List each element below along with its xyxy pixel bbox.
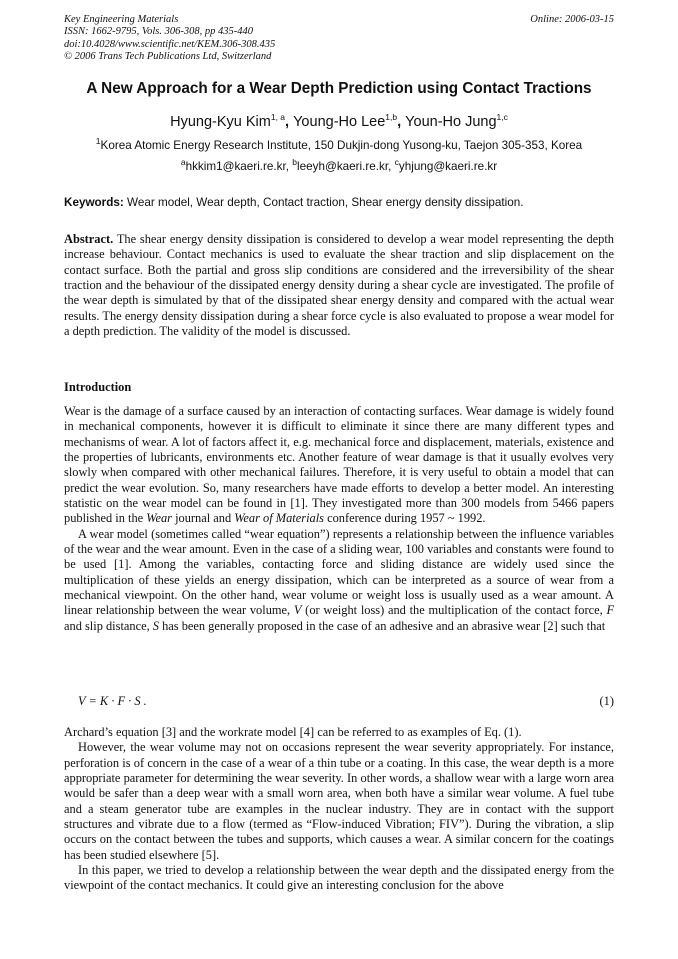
abstract: [64, 232, 614, 339]
italic-run: S: [152, 618, 159, 633]
body-text: [64, 725, 614, 894]
paragraph: [64, 404, 614, 527]
email-link[interactable]: yhjung@kaeri.re.kr: [398, 160, 498, 173]
author-superscript: 1, a: [270, 112, 286, 123]
affiliation-text: Korea Atomic Energy Research Institute, 150 Dukjin-dong Yusong-ku, Taejon 305-353, Korea: [100, 139, 583, 152]
author-name: Hyung-Kyu Kim: [170, 114, 271, 130]
affiliation: [64, 136, 614, 152]
journal-name: Key Engineering Materials: [64, 14, 179, 25]
author-list: [64, 114, 614, 130]
text-run: and slip distance,: [64, 618, 153, 633]
italic-run: V: [293, 603, 302, 618]
text-run: Wear is the damage of a surface caused by an interaction of contacting surfaces. Wear damage is widely found in mechanical components, however it is difficult to eliminate it since there are many different types and mechanisms of wear. A lot of factors affect it, e.g. mechanical force and displacement, materials, existence and the properties of lubricants, environments etc. Another feature of wear damage is that it usually evolves very slowly when compared with other mechanical failures. Therefore, it is very useful to obtain a model that can predict the wear evolution. So, many researchers have made efforts to develop a better model. An interesting statistic on the wear model can be found in [1]. They investigated more than 300 models from 5466 papers published in the: [64, 404, 614, 526]
author-separator: ,: [397, 114, 406, 130]
paragraph: However, the wear volume may not on occasions represent the wear severity appropriately. For instance, perforation is of concern in the case of a wear of a thin tube or a coating. In this case, the wear depth is a more appropriate parameter for determining the wear severity. In other words, a shallow wear with a large worn area would be safer than a deep wear with a small worn area, when both have a similar wear volume. A fuel tube and a steam generator tube are examples in the nuclear industry. They are in contact with the support structures and vibrate due to a flow (termed as “Flow-induced Vibration; FIV”). During the vibration, a slip occurs on the contact between the tubes and supports, which causes a wear. A similar concern for the coatings has been studied elsewhere [5].: [64, 740, 614, 862]
author-separator: ,: [285, 114, 294, 130]
email-superscript: a: [180, 157, 186, 168]
equation-expression: V = K · F · S .: [78, 694, 147, 708]
text-run: journal and: [171, 511, 235, 526]
author-superscript: 1,b: [385, 112, 398, 123]
paper-title: A New Approach for a Wear Depth Prediction using Contact Tractions: [86, 80, 592, 97]
keywords: [64, 196, 614, 209]
journal-header: [64, 14, 275, 63]
keywords-label: Keywords:: [64, 196, 124, 209]
issn-line: ISSN: 1662-9795, Vols. 306-308, pp 435-440: [64, 26, 253, 38]
author-name: Youn-Ho Jung: [405, 114, 497, 130]
email-link[interactable]: leeyh@kaeri.re.kr,: [297, 160, 395, 173]
italic-run: F: [606, 603, 615, 618]
affiliation-superscript: 1: [95, 136, 101, 147]
abstract-label: Abstract.: [64, 232, 114, 246]
online-date: Online: 2006-03-15: [530, 14, 614, 25]
equation-number: (1): [599, 694, 614, 708]
keywords-text: Wear model, Wear depth, Contact traction, Shear energy density dissipation.: [123, 196, 524, 209]
doi-line: doi:10.4028/www.scientific.net/KEM.306-308.435: [64, 38, 276, 50]
copyright-line: © 2006 Trans Tech Publications Ltd, Switzerland: [64, 50, 272, 62]
paragraph: [64, 527, 614, 634]
author-superscript: 1,c: [496, 112, 508, 123]
text-run: has been generally proposed in the case of an adhesive and an abrasive wear [2] such that: [158, 618, 606, 633]
author-emails: [64, 157, 614, 173]
email-superscript: c: [394, 157, 399, 168]
paragraph: In this paper, we tried to develop a relationship between the wear depth and the dissipated energy from the viewpoint of the contact mechanics. It could give an interesting conclusion for the above: [64, 863, 614, 893]
introduction-section: [64, 404, 614, 634]
email-link[interactable]: hkkim1@kaeri.re.kr,: [185, 160, 293, 173]
text-run: (or weight loss) and the multiplication of the contact force,: [301, 603, 607, 618]
section-heading: Introduction: [64, 380, 132, 394]
italic-run: Wear of Materials: [234, 511, 324, 526]
paragraph: Archard’s equation [3] and the workrate model [4] can be referred to as examples of Eq. (1).: [64, 725, 522, 739]
author-name: Young-Ho Lee: [293, 114, 386, 130]
abstract-text: The shear energy density dissipation is considered to develop a wear model representing the depth increase behaviour. Contact mechanics is used to evaluate the shear traction and slip displacement on the contact surface. Both the partial and gross slip conditions are considered and the irreversibility of the shear traction and the behaviour of the dissipated energy density during a shear cycle are investigated. The profile of the wear depth is simulated by that of the dissipated shear energy density and compared with the actual wear results. The energy density dissipation during a shear force cycle is also evaluated to propose a wear model for a depth prediction. The validity of the model is discussed.: [64, 232, 614, 339]
italic-run: Wear: [146, 511, 172, 526]
text-run: A wear model (sometimes called “wear equation”) represents a relationship between the influence variables of the wear and the wear amount. Even in the case of a sliding wear, 100 variables and constants were found to be used [1]. Among the variables, contacting force and sliding distance are widely used since the multiplication of these yields an energy dissipation, which can be interpreted as a source of wear from a mechanical viewpoint. On the other hand, wear volume or weight loss is usually used as a wear amount. A linear relationship between the wear volume,: [64, 526, 614, 618]
text-run: conference during 1957 ~ 1992.: [323, 511, 486, 526]
email-superscript: b: [292, 157, 298, 168]
